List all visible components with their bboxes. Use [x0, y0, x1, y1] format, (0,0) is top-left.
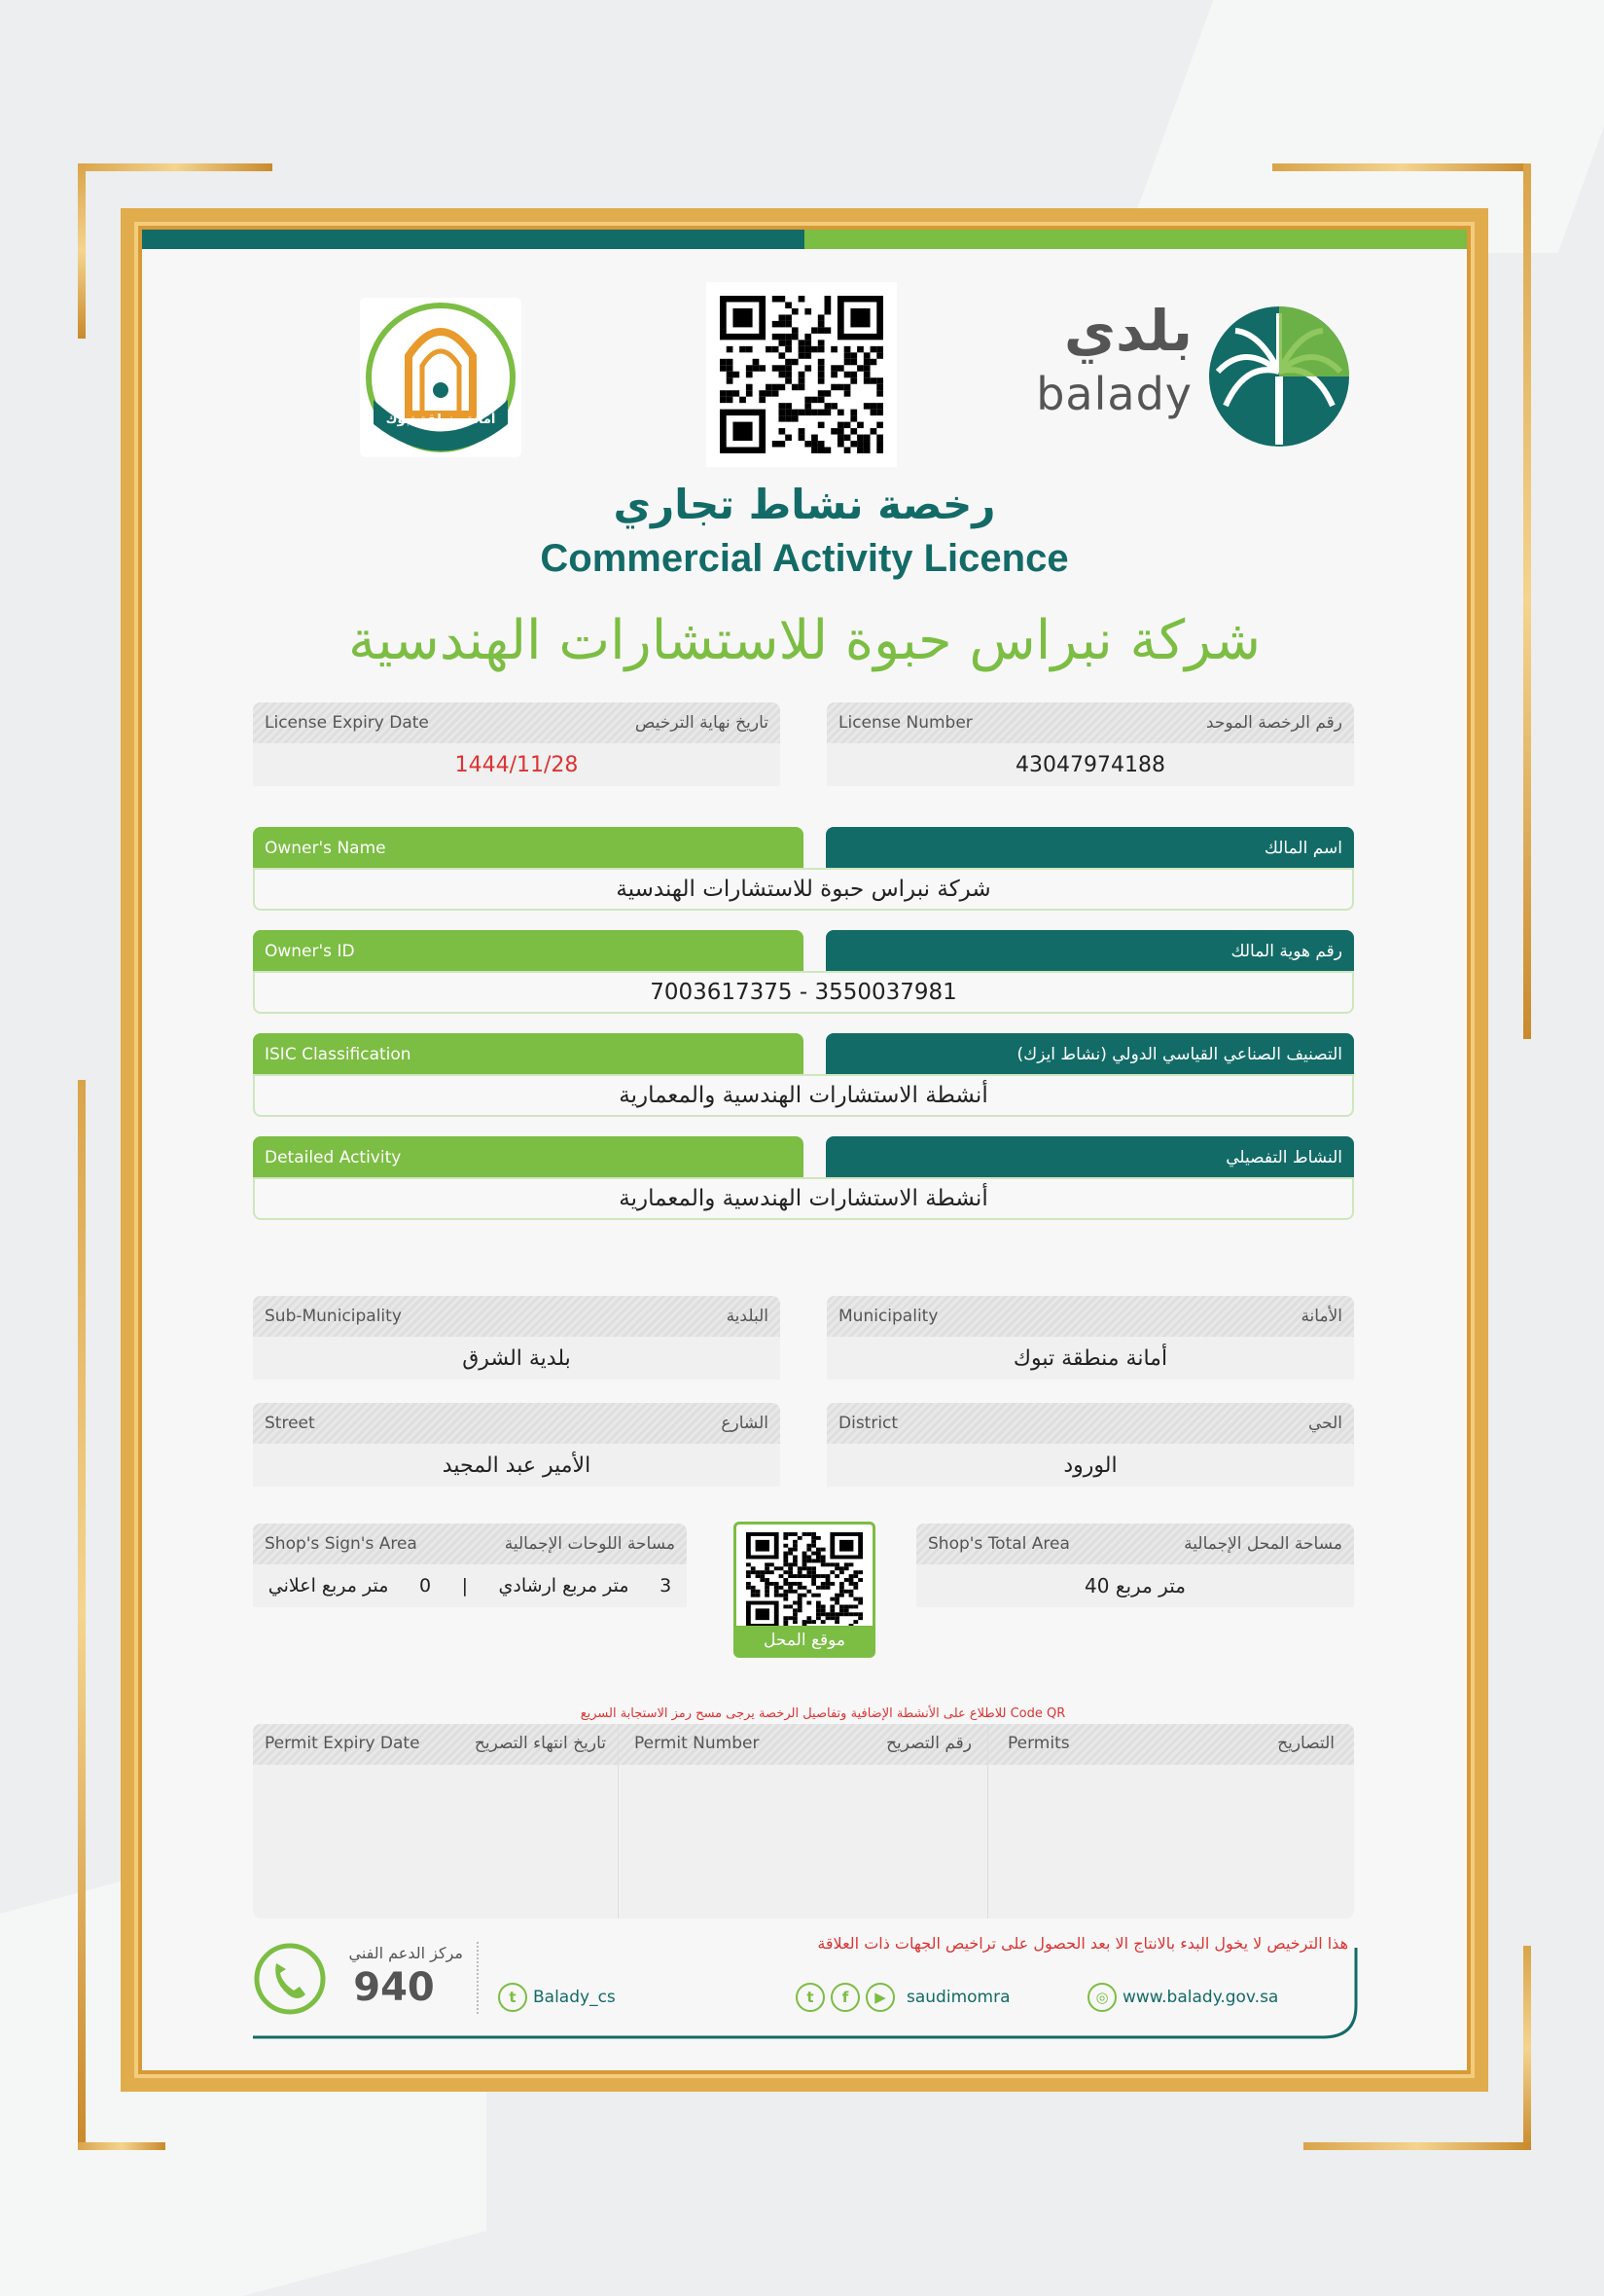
gold-accent — [1523, 163, 1531, 1039]
globe-icon: ◎ — [1087, 1983, 1117, 2012]
isic-band — [253, 1033, 1354, 1119]
youtube-icon[interactable]: ▶ — [866, 1983, 895, 2012]
label-ar: مساحة المحل الإجمالية — [1184, 1534, 1342, 1554]
detailed-activity-value: أنشطة الاستشارات الهندسية والمعمارية — [253, 1177, 1354, 1220]
palm-icon — [1206, 304, 1352, 449]
gold-accent — [78, 1080, 86, 2150]
gold-accent — [78, 163, 272, 171]
area-separator: | — [461, 1575, 468, 1596]
twitter-icon: t — [498, 1983, 527, 2012]
label-en: Shop's Total Area — [928, 1534, 1070, 1554]
label-ar: رقم الرخصة الموحد — [1205, 713, 1342, 733]
guide-area-unit: متر مربع ارشادي — [498, 1575, 629, 1596]
license-expiry-value: 1444/11/28 — [253, 743, 780, 786]
permits-col — [988, 1724, 1354, 1919]
sign-area-value — [253, 1564, 687, 1607]
label-en: Detailed Activity — [253, 1136, 803, 1179]
title-english: Commercial Activity Licence — [540, 537, 1069, 580]
tabuk-municipality-logo — [360, 298, 521, 457]
website-url: www.balady.gov.sa — [1123, 1988, 1279, 2007]
label-ar: تاريخ انتهاء التصريح — [474, 1734, 606, 1753]
license-number-value: 43047974188 — [827, 743, 1354, 786]
owner-name-band — [253, 827, 1354, 913]
sub-municipality-value: بلدية الشرق — [253, 1337, 780, 1380]
footer-underline — [253, 1948, 1362, 2041]
label-ar: رقم هوية المالك — [826, 930, 1354, 973]
qr-note: للاطلاع على الأنشطة الإضافية وتفاصيل الرخصة يرجى مسح رمز الاستجابة السريع Code QR — [580, 1706, 1066, 1721]
label-en: District — [838, 1414, 899, 1433]
title-arabic: رخصة نشاط تجاري — [613, 481, 996, 528]
permit-expiry-col — [253, 1724, 619, 1919]
label-ar: اسم المالك — [826, 827, 1354, 870]
label-en: Street — [265, 1414, 315, 1433]
detailed-activity-band — [253, 1136, 1354, 1222]
gold-accent — [1303, 2142, 1531, 2150]
brand-ar: بلدي — [1063, 298, 1193, 364]
balady-logo — [1017, 298, 1358, 453]
sub-municipality-field — [253, 1296, 780, 1381]
ad-area-value: 0 — [418, 1575, 432, 1596]
gold-accent — [1523, 1946, 1531, 2150]
sign-area-field — [253, 1524, 687, 1609]
label-ar: النشاط التفصيلي — [826, 1136, 1354, 1179]
label-en: ISIC Classification — [253, 1033, 803, 1076]
isic-value: أنشطة الاستشارات الهندسية والمعمارية — [253, 1074, 1354, 1117]
label-en: Owner's Name — [253, 827, 803, 870]
label-en: Permit Expiry Date — [265, 1734, 420, 1753]
gold-accent — [78, 163, 86, 339]
municipality-value: أمانة منطقة تبوك — [827, 1337, 1354, 1380]
twitter-handle: Balady_cs — [533, 1988, 616, 2007]
guide-area-value: 3 — [659, 1575, 672, 1596]
label-ar: البلدية — [726, 1307, 768, 1326]
twitter-icon[interactable]: t — [796, 1983, 825, 2012]
label-ar: مساحة اللوحات الإجمالية — [504, 1534, 675, 1554]
label-en: Permit Number — [634, 1734, 760, 1753]
label-en: Sub-Municipality — [265, 1307, 402, 1326]
shop-location-qr[interactable] — [733, 1522, 875, 1658]
license-qr-code[interactable] — [706, 282, 897, 467]
gold-accent — [78, 2142, 165, 2150]
gold-accent — [1272, 163, 1531, 171]
social-handle: saudimomra — [907, 1988, 1011, 2007]
support-label: مركز الدعم الفني — [348, 1944, 463, 1962]
permits-table — [253, 1724, 1354, 1919]
qr-caption: موقع المحل — [736, 1626, 873, 1655]
label-ar: التصاريح — [1277, 1734, 1335, 1753]
total-area-field — [916, 1524, 1354, 1609]
municipality-field — [827, 1296, 1354, 1381]
owner-id-band — [253, 930, 1354, 1016]
total-area-value: 40 متر مربع — [916, 1564, 1354, 1607]
label-ar: تاريخ نهاية الترخيص — [634, 713, 768, 733]
street-value: الأمير عبد المجيد — [253, 1444, 780, 1487]
label-en: License Expiry Date — [265, 713, 429, 733]
label-en: License Number — [838, 713, 973, 733]
district-value: الورود — [827, 1444, 1354, 1487]
facebook-icon[interactable]: f — [831, 1983, 860, 2012]
brand-en: balady — [1036, 368, 1193, 420]
permit-number-col — [619, 1724, 988, 1919]
top-color-bar — [142, 230, 1467, 249]
label-ar: التصنيف الصناعي القياسي الدولي (نشاط ايزك) — [826, 1033, 1354, 1076]
ad-area-unit: متر مربع اعلاني — [267, 1575, 389, 1596]
label-en: Permits — [1008, 1734, 1070, 1753]
label-ar: الشارع — [721, 1414, 768, 1433]
footer-warning: هذا الترخيص لا يخول البدء بالانتاج الا بعد الحصول على تراخيص الجهات ذات العلاقة — [817, 1934, 1348, 1953]
license-number-field — [827, 702, 1354, 788]
owner-id-value: 7003617375 - 3550037981 — [253, 971, 1354, 1014]
label-en: Owner's ID — [253, 930, 803, 973]
license-expiry-field — [253, 702, 780, 788]
label-en: Shop's Sign's Area — [265, 1534, 417, 1554]
street-field — [253, 1403, 780, 1489]
owner-name-value: شركة نبراس حبوة للاستشارات الهندسية — [253, 868, 1354, 911]
certificate-sheet — [142, 230, 1467, 2070]
company-name: شركة نبراس حبوة للاستشارات الهندسية — [348, 609, 1261, 672]
label-en: Municipality — [838, 1307, 939, 1326]
district-field — [827, 1403, 1354, 1489]
logo-caption: أمانة منطقة تبوك — [385, 413, 496, 427]
support-number[interactable]: 940 — [353, 1965, 435, 2010]
label-ar: الحي — [1307, 1414, 1342, 1433]
label-ar: رقم التصريح — [886, 1734, 972, 1753]
label-ar: الأمانة — [1301, 1307, 1342, 1326]
